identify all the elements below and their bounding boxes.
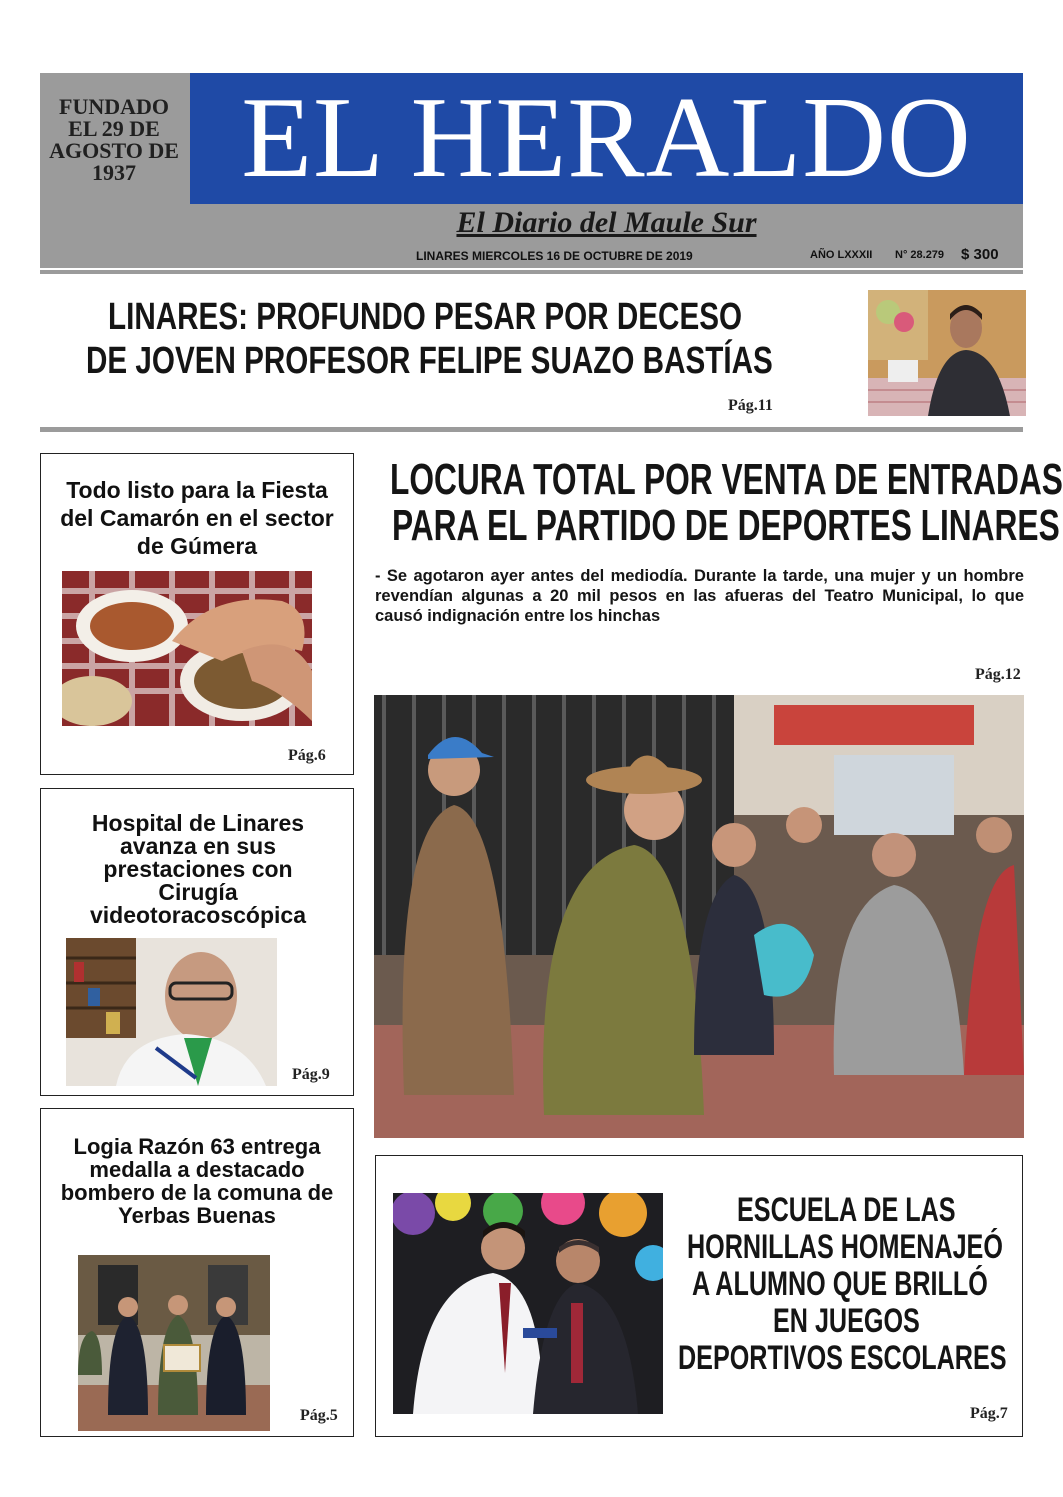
- school-headline-line-4[interactable]: EN JUEGOS: [773, 1302, 920, 1340]
- founded-note: FUNDADO EL 29 DE AGOSTO DE 1937: [49, 94, 179, 185]
- student-award-photo: [393, 1193, 663, 1414]
- issue-number: N° 28.279: [895, 249, 945, 261]
- newspaper-title: EL HERALDO: [241, 74, 972, 202]
- newspaper-subtitle: El Diario del Maule Sur: [456, 206, 757, 239]
- logia-title[interactable]: Logia Razón 63 entrega medalla a destacado bombero de la comuna de Yerbas Buenas: [60, 1134, 334, 1228]
- shrimp-dish-photo: [62, 571, 312, 726]
- lead-story-page[interactable]: Pág.12: [975, 666, 1021, 683]
- teacher-portrait-photo: [868, 290, 1026, 416]
- school-headline-line-3[interactable]: A ALUMNO QUE BRILLÓ: [692, 1265, 988, 1303]
- issue-price: $ 300: [961, 246, 999, 263]
- school-headline-line-1[interactable]: ESCUELA DE LAS: [737, 1191, 956, 1229]
- school-page[interactable]: Pág.7: [970, 1405, 1008, 1422]
- school-headline-line-5[interactable]: DEPORTIVOS ESCOLARES: [678, 1339, 1007, 1377]
- masthead-divider: [40, 270, 1023, 274]
- camaron-title[interactable]: Todo listo para la Fiesta del Camarón en el sector de Gúmera: [60, 477, 334, 559]
- lead-headline-line-1[interactable]: LOCURA TOTAL POR VENTA DE ENTRADAS: [390, 455, 1063, 504]
- issue-year: AÑO LXXXII: [810, 249, 873, 261]
- section-divider: [40, 427, 1023, 432]
- lead-headline-line-2[interactable]: PARA EL PARTIDO DE DEPORTES LINARES: [392, 501, 1060, 550]
- school-headline-line-2[interactable]: HORNILLAS HOMENAJEÓ: [687, 1228, 1003, 1266]
- top-story-page[interactable]: Pág.11: [728, 397, 773, 414]
- logia-page[interactable]: Pág.5: [300, 1407, 338, 1424]
- medal-ceremony-photo: [78, 1255, 270, 1431]
- doctor-portrait-photo: [66, 938, 277, 1086]
- hospital-title[interactable]: Hospital de Linares avanza en sus prestaciones con Cirugía videotoracoscópica: [89, 810, 307, 928]
- lead-summary: - Se agotaron ayer antes del mediodía. Durante la tarde, una mujer y un hombre revendían algunas a 20 mil pesos en las afueras del Teatro Municipal, lo que causó indignación entre los hinchas: [375, 567, 1024, 625]
- issue-date: LINARES MIERCOLES 16 DE OCTUBRE DE 2019: [416, 249, 693, 263]
- top-headline-line-2[interactable]: DE JOVEN PROFESOR FELIPE SUAZO BASTÍAS: [86, 340, 773, 382]
- ticket-queue-photo: [374, 695, 1024, 1138]
- top-headline-line-1[interactable]: LINARES: PROFUNDO PESAR POR DECESO: [108, 296, 743, 338]
- camaron-page[interactable]: Pág.6: [288, 747, 326, 764]
- hospital-page[interactable]: Pág.9: [292, 1066, 330, 1083]
